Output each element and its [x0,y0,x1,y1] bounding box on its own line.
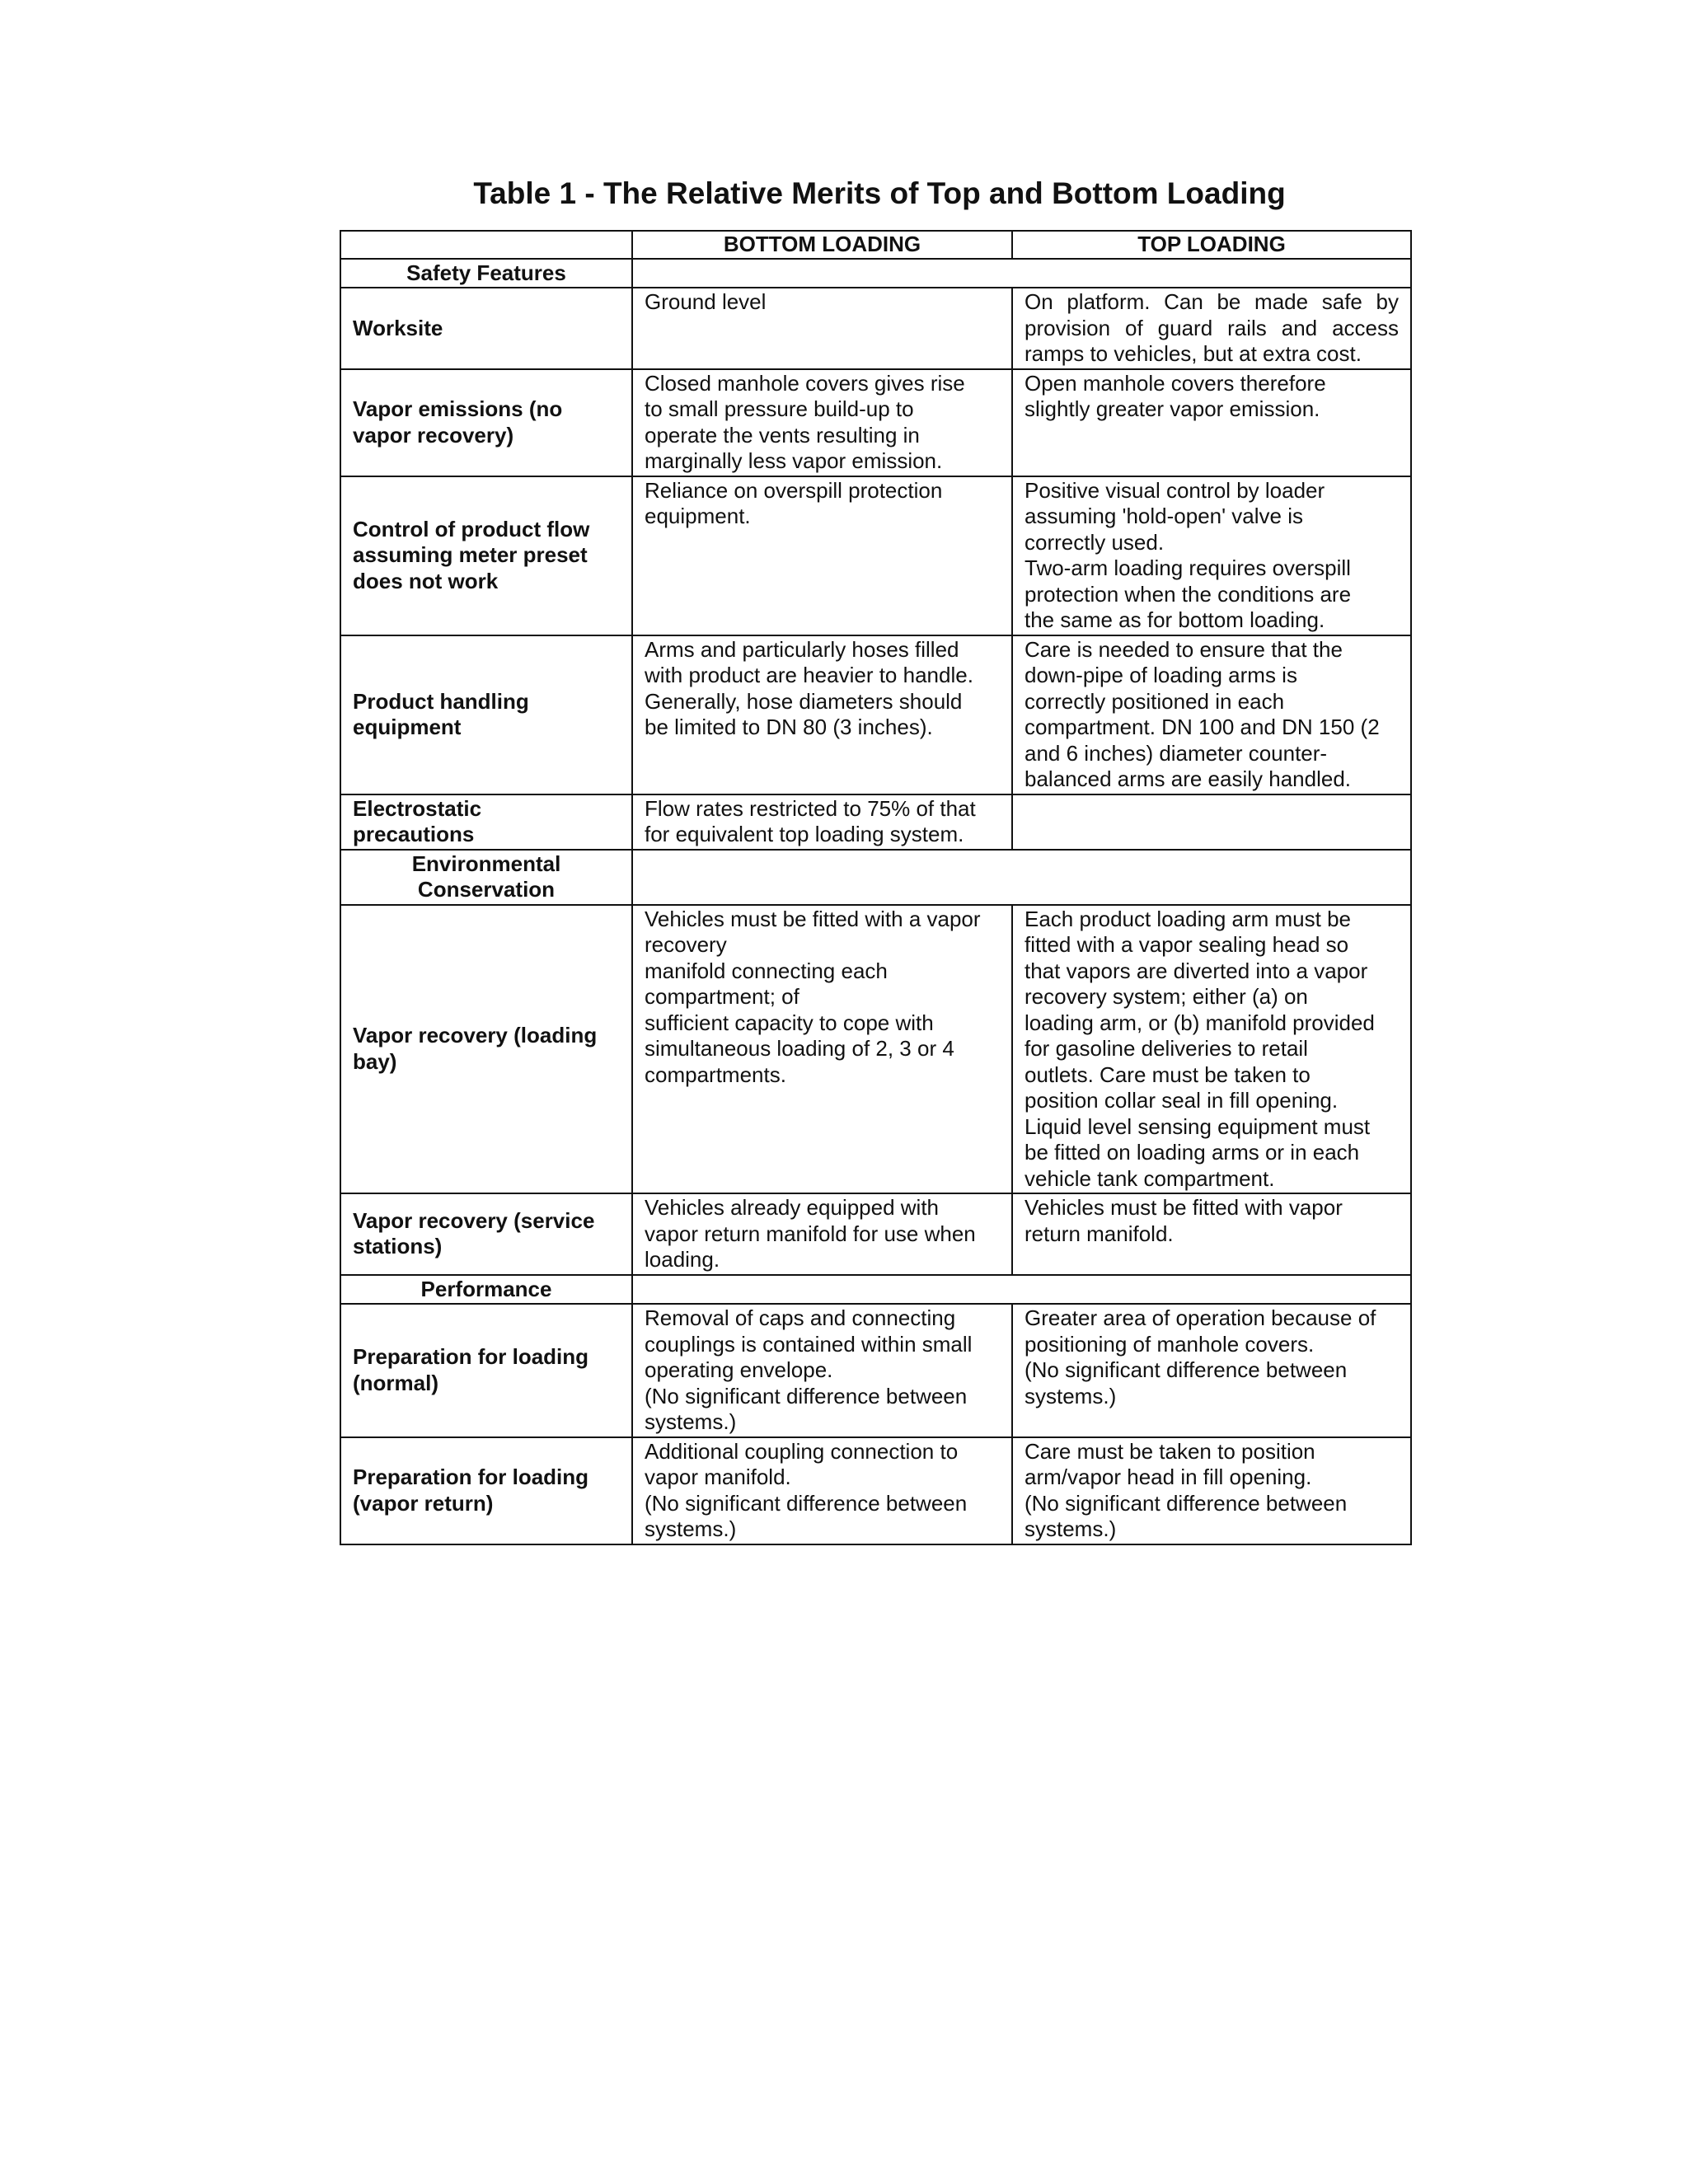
bottom-loading-cell: Flow rates restricted to 75% of that for equivalent top loading system. [632,794,1012,850]
header-row [340,231,1411,259]
top-loading-header: TOP LOADING [1012,231,1411,259]
table-title: Table 1 - The Relative Merits of Top and Bottom Loading [473,176,1286,210]
section-label-performance: Performance [340,1275,632,1305]
row-label-worksite: Worksite [340,288,632,369]
row-label-product-handling: Product handling equipment [340,635,632,794]
corner-header-cell [340,231,632,259]
bottom-loading-cell: Additional coupling connection to vapor manifold. (No significant difference between systems.) [632,1437,1012,1544]
table-row-vapor-loading-bay [340,905,1411,1194]
bottom-loading-cell: Arms and particularly hoses filled with product are heavier to handle. Generally, hose diameters should be limited to DN 80 (3 inches). [632,635,1012,794]
section-empty-cell [632,259,1411,288]
table-row-worksite [340,288,1411,369]
bottom-loading-header: BOTTOM LOADING [632,231,1012,259]
merits-table [340,230,1412,1545]
row-label-prep-normal: Preparation for loading (normal) [340,1304,632,1437]
section-row-environment [340,850,1411,905]
top-loading-cell: Care must be taken to position arm/vapor head in fill opening. (No significant difference between systems.) [1012,1437,1411,1544]
bottom-loading-cell: Removal of caps and connecting couplings is contained within small operating envelope. (No significant difference between systems.) [632,1304,1012,1437]
section-empty-cell [632,1275,1411,1305]
top-loading-cell: On platform. Can be made safe by provision of guard rails and access ramps to vehicles, but at extra cost. [1012,288,1411,369]
bottom-loading-cell: Vehicles already equipped with vapor return manifold for use when loading. [632,1193,1012,1275]
section-empty-cell [632,850,1411,905]
bottom-loading-cell: Ground level [632,288,1012,369]
top-loading-cell: Vehicles must be fitted with vapor return manifold. [1012,1193,1411,1275]
table-row-electrostatic [340,794,1411,850]
section-label-safety: Safety Features [340,259,632,288]
bottom-loading-cell: Vehicles must be fitted with a vapor recovery manifold connecting each compartment; of sufficient capacity to cope with simultaneous loading of 2, 3 or 4 compartments. [632,905,1012,1194]
table-row-vapor-emissions [340,369,1411,476]
section-row-performance [340,1275,1411,1305]
row-label-vapor-service: Vapor recovery (service stations) [340,1193,632,1275]
table-row-control-flow [340,476,1411,635]
bottom-loading-cell: Closed manhole covers gives rise to small pressure build-up to operate the vents resulting in marginally less vapor emission. [632,369,1012,476]
top-loading-cell: Care is needed to ensure that the down-pipe of loading arms is correctly positioned in each compartment. DN 100 and DN 150 (2 and 6 inches) diameter counter- balanced arms are easily handled. [1012,635,1411,794]
section-row-safety [340,259,1411,288]
row-label-control-flow: Control of product flow assuming meter preset does not work [340,476,632,635]
table-row-prep-normal [340,1304,1411,1437]
top-loading-cell [1012,794,1411,850]
row-label-vapor-loading-bay: Vapor recovery (loading bay) [340,905,632,1194]
top-loading-cell: Open manhole covers therefore slightly greater vapor emission. [1012,369,1411,476]
row-label-electrostatic: Electrostatic precautions [340,794,632,850]
row-label-vapor-emissions: Vapor emissions (no vapor recovery) [340,369,632,476]
top-loading-cell: Each product loading arm must be fitted with a vapor sealing head so that vapors are diverted into a vapor recovery system; either (a) on loading arm, or (b) manifold provided for gasoline deliveries to retail outlets. Care must be taken to position collar seal in fill opening. Liquid level sensing equipment must be fitted on loading arms or in each vehicle tank compartment. [1012,905,1411,1194]
top-loading-cell: Positive visual control by loader assuming 'hold-open' valve is correctly used. Two-arm loading requires overspill protection when the conditions are the same as for bottom loading. [1012,476,1411,635]
table-row-product-handling [340,635,1411,794]
row-label-prep-vapor: Preparation for loading (vapor return) [340,1437,632,1544]
table-row-prep-vapor [340,1437,1411,1544]
bottom-loading-cell: Reliance on overspill protection equipment. [632,476,1012,635]
section-label-environment: Environmental Conservation [340,850,632,905]
table-row-vapor-service [340,1193,1411,1275]
top-loading-cell: Greater area of operation because of positioning of manhole covers. (No significant difference between systems.) [1012,1304,1411,1437]
